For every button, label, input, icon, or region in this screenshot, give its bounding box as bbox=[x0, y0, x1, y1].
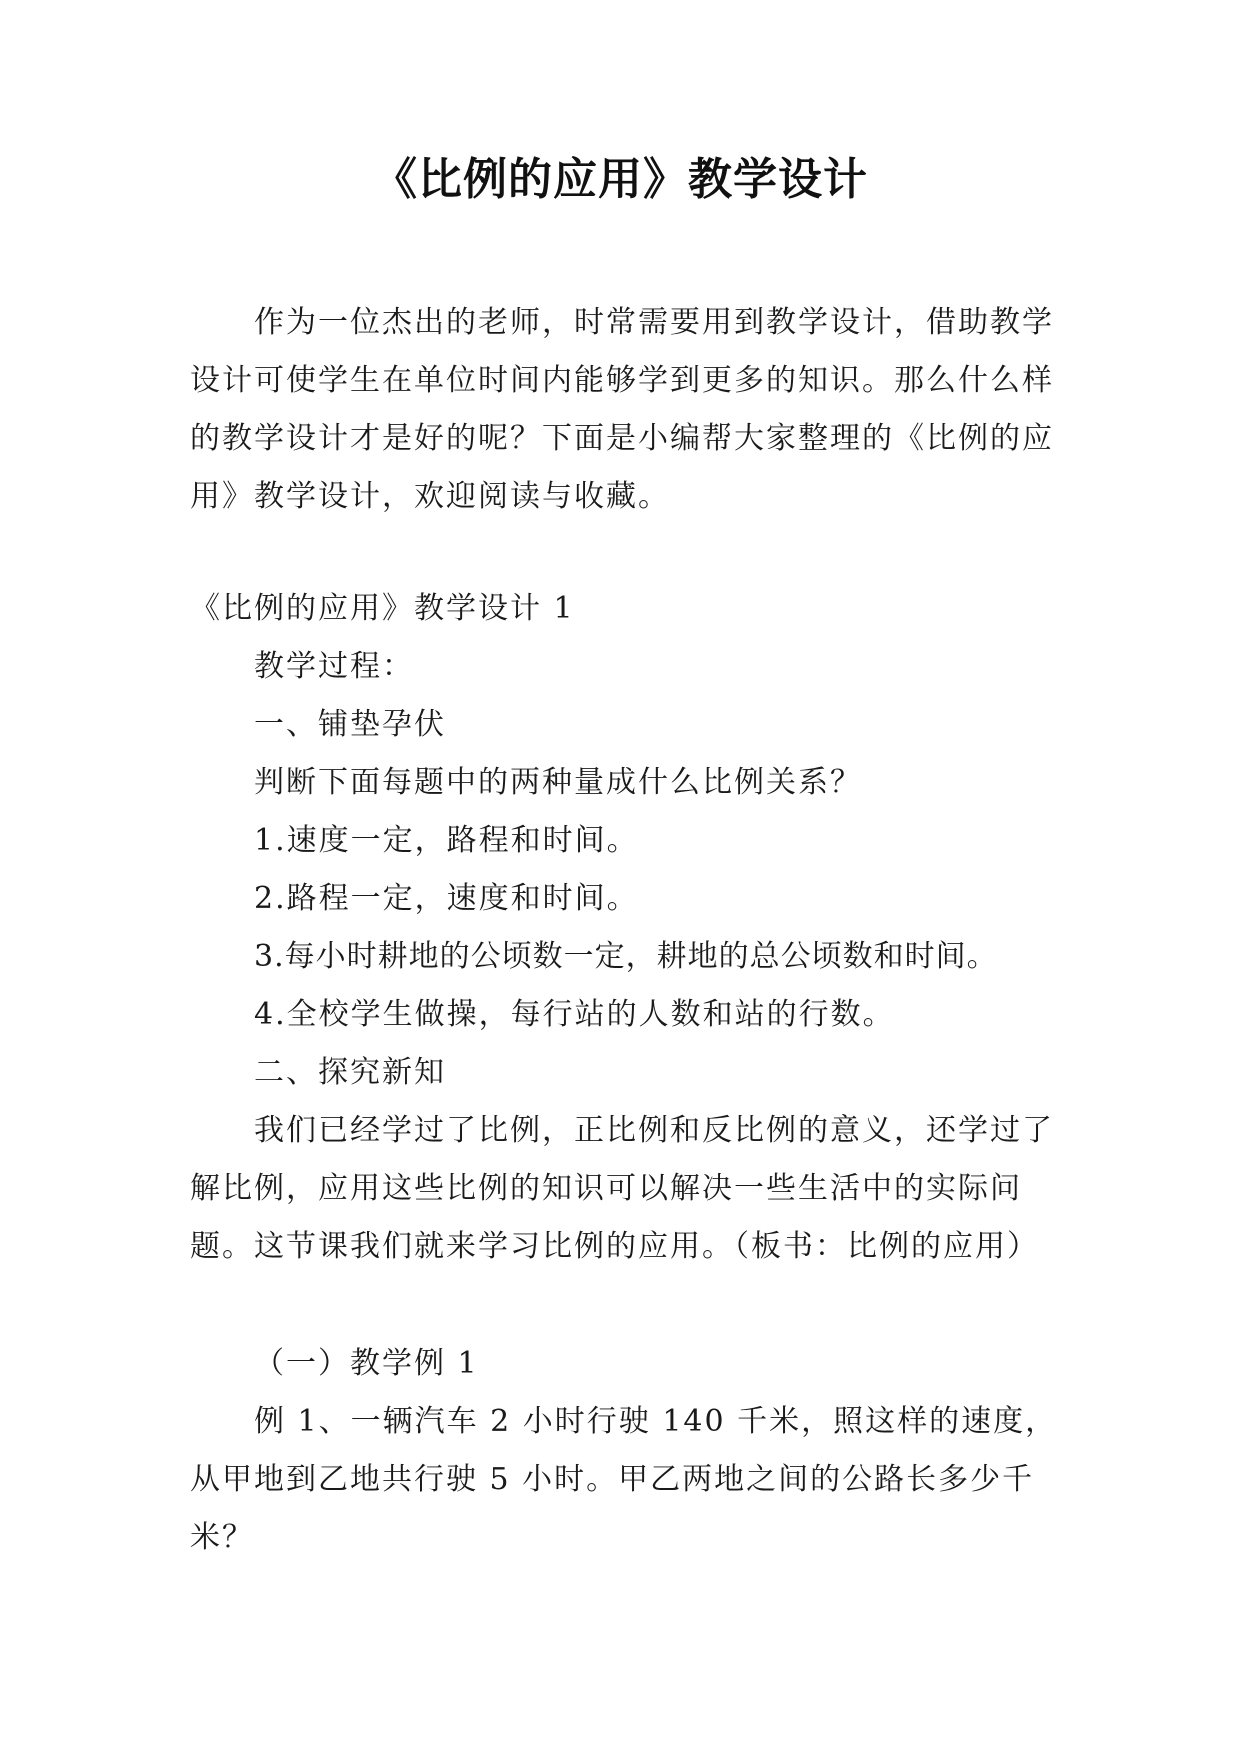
part2-heading: 二、探究新知 bbox=[254, 1055, 446, 1090]
example-text: 例 1、一辆汽车 2 小时行驶 140 千米，照这样的速度，从甲地到乙地共行驶 5 小时。甲乙两地之间的公路长多少千米？ bbox=[190, 1404, 1058, 1555]
example-heading: （一）教学例 1 bbox=[254, 1346, 479, 1381]
list-item: 1.速度一定，路程和时间。 bbox=[254, 823, 639, 858]
list-item: 3.每小时耕地的公顷数一定，耕地的总公顷数和时间。 bbox=[254, 939, 998, 974]
list-item: 2.路程一定，速度和时间。 bbox=[254, 881, 639, 916]
list-item: 4.全校学生做操，每行站的人数和站的行数。 bbox=[254, 997, 895, 1032]
intro-paragraph: 作为一位杰出的老师，时常需要用到教学设计，借助教学设计可使学生在单位时间内能够学到更多的知识。那么什么样的教学设计才是好的呢？下面是小编帮大家整理的《比例的应用》教学设计，欢迎阅读与收藏。 bbox=[190, 305, 1054, 514]
document-title: 《比例的应用》教学设计 bbox=[373, 154, 868, 205]
part1-question: 判断下面每题中的两种量成什么比例关系？ bbox=[254, 765, 862, 800]
part2-paragraph: 我们已经学过了比例，正比例和反比例的意义，还学过了解比例，应用这些比例的知识可以解决一些生活中的实际问题。这节课我们就来学习比例的应用。（板书：比例的应用） bbox=[190, 1113, 1054, 1264]
part1-heading: 一、铺垫孕伏 bbox=[254, 707, 446, 742]
section-heading: 《比例的应用》教学设计 1 bbox=[190, 591, 575, 626]
process-label: 教学过程： bbox=[254, 649, 414, 684]
